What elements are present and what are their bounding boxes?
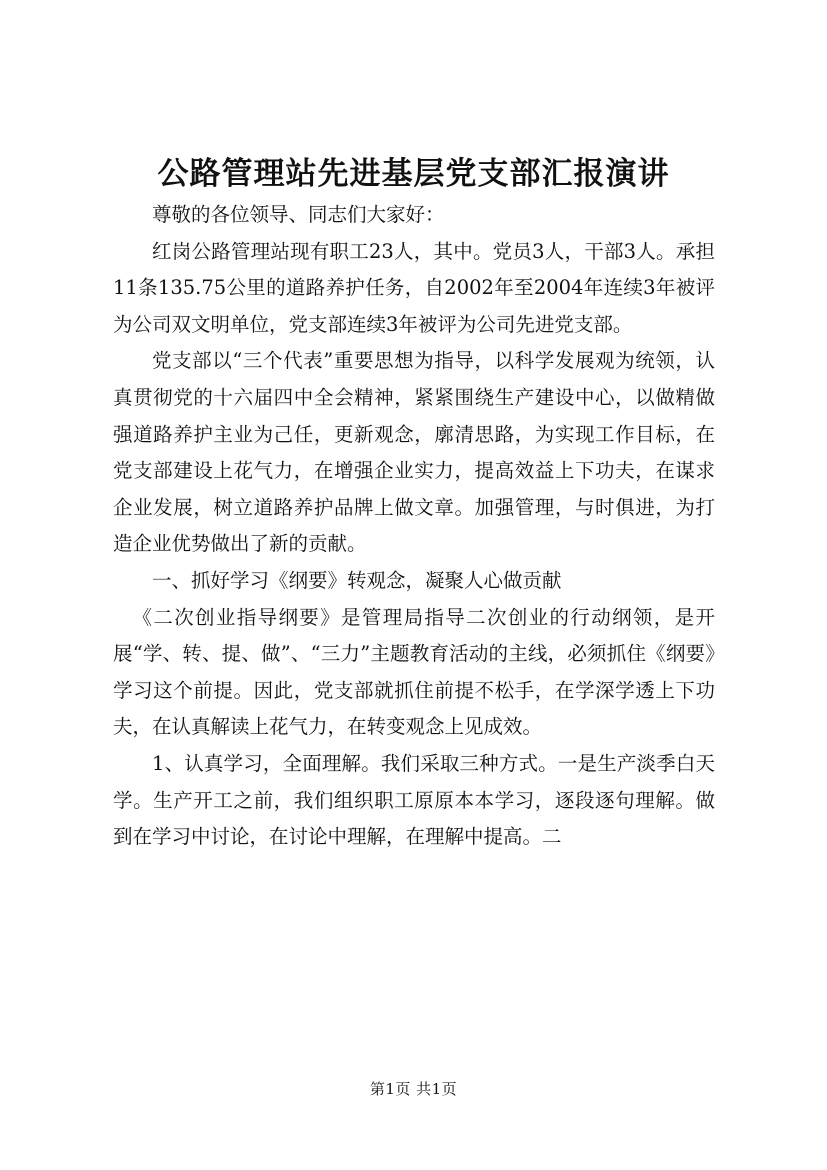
document-body: [113, 197, 715, 856]
document-title: 公路管理站先进基层党支部汇报演讲: [157, 156, 670, 192]
paragraph-intro: 红岗公路管理站现有职工23人，其中。党员3人，干部3人。承担11条135.75公里的道路养护任务，自2002年至2004年连续3年被评为公司双文明单位，党支部连续3年被评为公司先进党支部。: [113, 239, 715, 336]
paragraph-outline: 《二次创业指导纲要》是管理局指导二次创业的行动纲领，是开展“学、转、提、做”、“三力”主题教育活动的主线，必须抓住《纲要》学习这个前提。因此，党支部就抓住前提不松手，在学深学透上下功夫，在认真解读上花气力，在转变观念上见成效。: [113, 605, 715, 739]
section-heading-one: 一、抓好学习《纲要》转观念，凝聚人心做贡献: [152, 568, 562, 592]
paragraph-study: 1、认真学习，全面理解。我们采取三种方式。一是生产淡季白天学。生产开工之前，我们组织职工原原本本学习，逐段逐句理解。做到在学习中讨论，在讨论中理解，在理解中提高。二: [113, 751, 715, 849]
paragraph-overview: 党支部以“三个代表”重要思想为指导，以科学发展观为统领，认真贯彻党的十六届四中全会精神，紧紧围绕生产建设中心，以做精做强道路养护主业为己任，更新观念，廓清思路，为实现工作目标，在党支部建设上花气力，在增强企业实力，提高效益上下功夫，在谋求企业发展，树立道路养护品牌上做文章。加强管理，与时俱进，为打造企业优势做出了新的贡献。: [113, 349, 715, 556]
page-footer: 第1页 共1页: [369, 1080, 458, 1098]
paragraph-salutation: 尊敬的各位领导、同志们大家好：: [152, 203, 445, 226]
